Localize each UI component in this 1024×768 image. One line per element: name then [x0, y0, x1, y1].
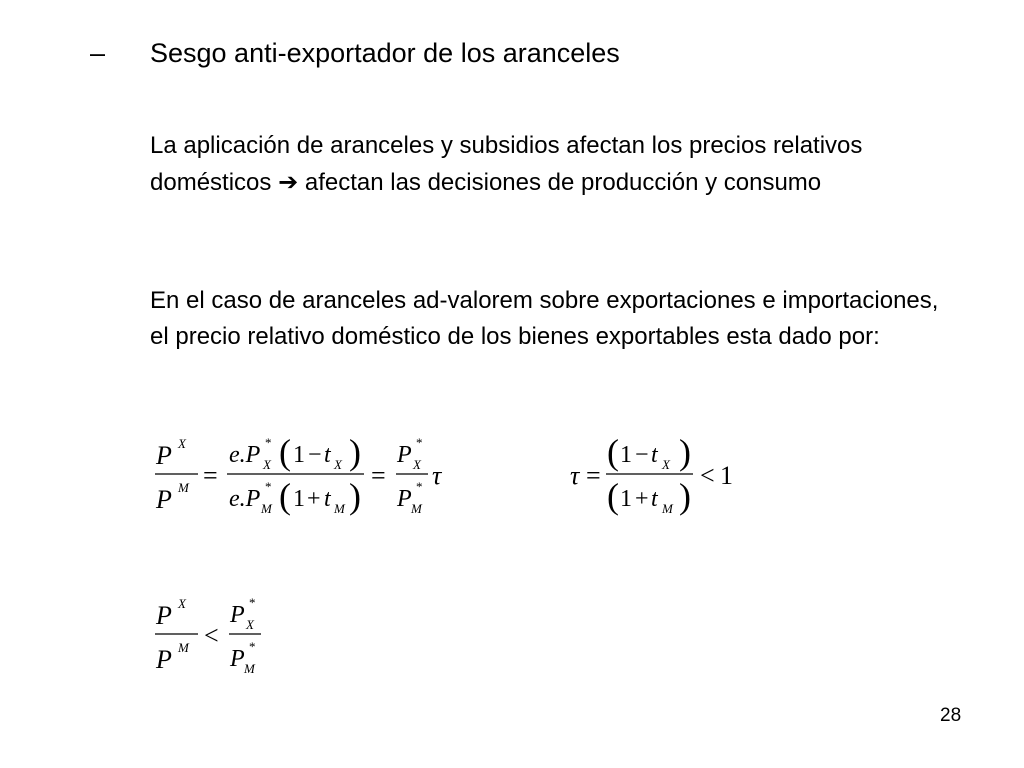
- eq2-num-t: t: [651, 442, 658, 468]
- eq3-lhs-den-p: P: [156, 645, 172, 674]
- eq3-rhs-num-sub: X: [246, 617, 254, 632]
- eq2-num-paren-open: (: [607, 432, 619, 472]
- eq1-mid-num-t: t: [324, 442, 331, 468]
- eq1-rhs-den-p: P: [397, 486, 412, 512]
- eq2-den-paren-close: ): [679, 476, 691, 516]
- eq2-num-paren-close: ): [679, 432, 691, 472]
- eq1-mid-den-prefix: e.P: [229, 486, 261, 512]
- eq1-equals-1: =: [203, 461, 218, 490]
- eq3-rhs-den-sub: M: [244, 661, 255, 676]
- eq1-lhs-den-sup: M: [178, 480, 189, 495]
- eq2-num-t-sub: X: [662, 457, 670, 472]
- eq1-rhs-den-sub: M: [411, 501, 422, 516]
- eq3-lhs-num-p: P: [156, 601, 172, 630]
- eq1-rhs-den-star: *: [416, 479, 423, 494]
- eq1-mid-den-paren-close: ): [349, 476, 361, 516]
- eq3-rhs-den-star: *: [249, 639, 256, 654]
- eq2-tau: τ: [570, 461, 580, 490]
- eq1-mid-den-sub: M: [261, 501, 272, 516]
- eq3-rhs-num-p: P: [230, 602, 245, 628]
- eq1-rhs-num-p: P: [397, 442, 412, 468]
- heading-dash: –: [90, 38, 106, 68]
- eq2-den-paren-open: (: [607, 476, 619, 516]
- arrow-right-icon: ➔: [278, 168, 299, 196]
- eq1-mid-den-paren-open: (: [279, 476, 291, 516]
- equation-relative-price: [155, 432, 443, 516]
- eq2-one: 1: [720, 461, 733, 490]
- eq1-mid-den-star: *: [265, 479, 272, 494]
- paragraph-aplicacion-text-2: afectan las decisiones de producción y consumo: [298, 169, 822, 196]
- eq2-den-t-sub: M: [662, 501, 673, 516]
- eq1-mid-den-t: t: [324, 486, 331, 512]
- eq2-num-op: −: [635, 442, 649, 468]
- eq2-den-one: 1: [620, 486, 632, 512]
- eq1-mid-num-star: *: [265, 435, 272, 450]
- paragraph-caso: En el caso de aranceles ad-valorem sobre exportaciones e importaciones, el precio relativo doméstico de los bienes exportables esta dado por:: [150, 287, 939, 350]
- equation-inequality: [155, 595, 261, 676]
- eq1-mid-num-paren-open: (: [279, 432, 291, 472]
- eq1-lhs-num-p: P: [156, 441, 172, 470]
- eq3-lhs-den-sup: M: [178, 640, 189, 655]
- eq1-mid-den-t-sub: M: [334, 501, 345, 516]
- page-number: 28: [940, 705, 962, 726]
- eq1-mid-num-paren-close: ): [349, 432, 361, 472]
- eq1-mid-num-prefix: e.P: [229, 442, 261, 468]
- eq3-rhs-den-p: P: [230, 646, 245, 672]
- eq1-mid-num-one: 1: [293, 442, 305, 468]
- paragraph-aplicacion-text-1: La aplicación de aranceles y subsidios afectan los precios relativos domésticos: [150, 132, 863, 196]
- eq2-less-than: <: [700, 461, 715, 490]
- eq2-den-t: t: [651, 486, 658, 512]
- heading-title: Sesgo anti-exportador de los aranceles: [150, 38, 620, 68]
- eq1-rhs-num-sub: X: [413, 457, 421, 472]
- eq1-mid-num-sub: X: [263, 457, 271, 472]
- eq3-less-than: <: [204, 621, 219, 650]
- eq1-mid-num-op: −: [308, 442, 322, 468]
- eq3-lhs-num-sup: X: [178, 596, 186, 611]
- equation-tau-definition: [570, 432, 733, 516]
- eq3-rhs-num-star: *: [249, 595, 256, 610]
- eq1-equals-2: =: [371, 461, 386, 490]
- eq2-equals: =: [586, 461, 601, 490]
- eq1-lhs-den-p: P: [156, 485, 172, 514]
- eq1-rhs-num-star: *: [416, 435, 423, 450]
- eq1-mid-num-t-sub: X: [334, 457, 342, 472]
- eq1-mid-den-op: +: [307, 486, 321, 512]
- eq2-num-one: 1: [620, 442, 632, 468]
- eq2-den-op: +: [635, 486, 649, 512]
- eq1-mid-den-one: 1: [293, 486, 305, 512]
- eq1-lhs-num-sup: X: [178, 436, 186, 451]
- eq1-tau: τ: [432, 461, 442, 490]
